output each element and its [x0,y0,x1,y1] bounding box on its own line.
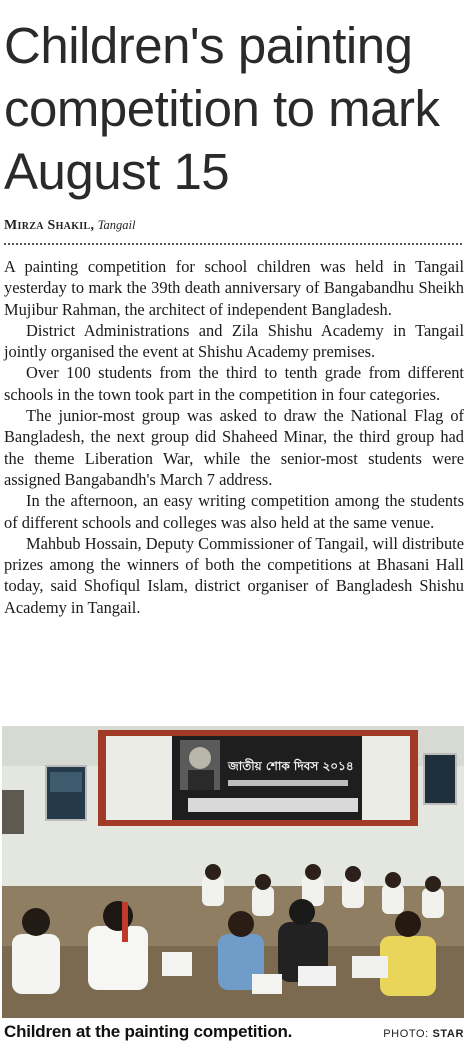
paragraph: District Administrations and Zila Shishu Academy in Tangail jointly organised the event at Shishu Academy premises. [4,320,464,362]
article-body [4,256,464,618]
paragraph: A painting competition for school children was held in Tangail yesterday to mark the 39th death anniversary of Bangabandhu Sheikh Mujibur Rahman, the architect of independent Bangladesh. [4,257,464,319]
paragraph: In the afternoon, an easy writing competition among the students of different schools and colleges was also held at the same venue. [4,491,464,532]
byline-place: Tangail [97,218,136,232]
photo-credit [383,1028,464,1040]
byline-author: Mirza Shakil, [4,218,95,233]
headline: Children's painting competition to mark August 15 [4,17,440,200]
byline [4,218,136,234]
paragraph: Mahbub Hossain, Deputy Commissioner of Tangail, will distribute prizes among the winners of both the competitions at Bhasani Hall today, said Shofiqul Islam, district organiser of Bangladesh Shishu Academy in Tangail. [4,533,464,617]
paragraph: The junior-most group was asked to draw the National Flag of Bangladesh, the next group did Shaheed Minar, the third group had the theme Liberation War, while the senior-most students were assigned Bangabandh's March 7 address. [4,406,464,489]
photo-credit-source: STAR [432,1028,464,1040]
paragraph: Over 100 students from the third to tenth grade from different schools in the town took part in the competition in four categories. [4,363,464,404]
news-photo [2,726,464,1018]
dotted-divider [4,243,462,245]
photo-credit-label: PHOTO: [383,1028,429,1040]
photo-caption: Children at the painting competition. [4,1022,293,1041]
event-banner [98,730,418,826]
banner-text: জাতীয় শোক দিবস ২০১৪ [228,759,354,773]
